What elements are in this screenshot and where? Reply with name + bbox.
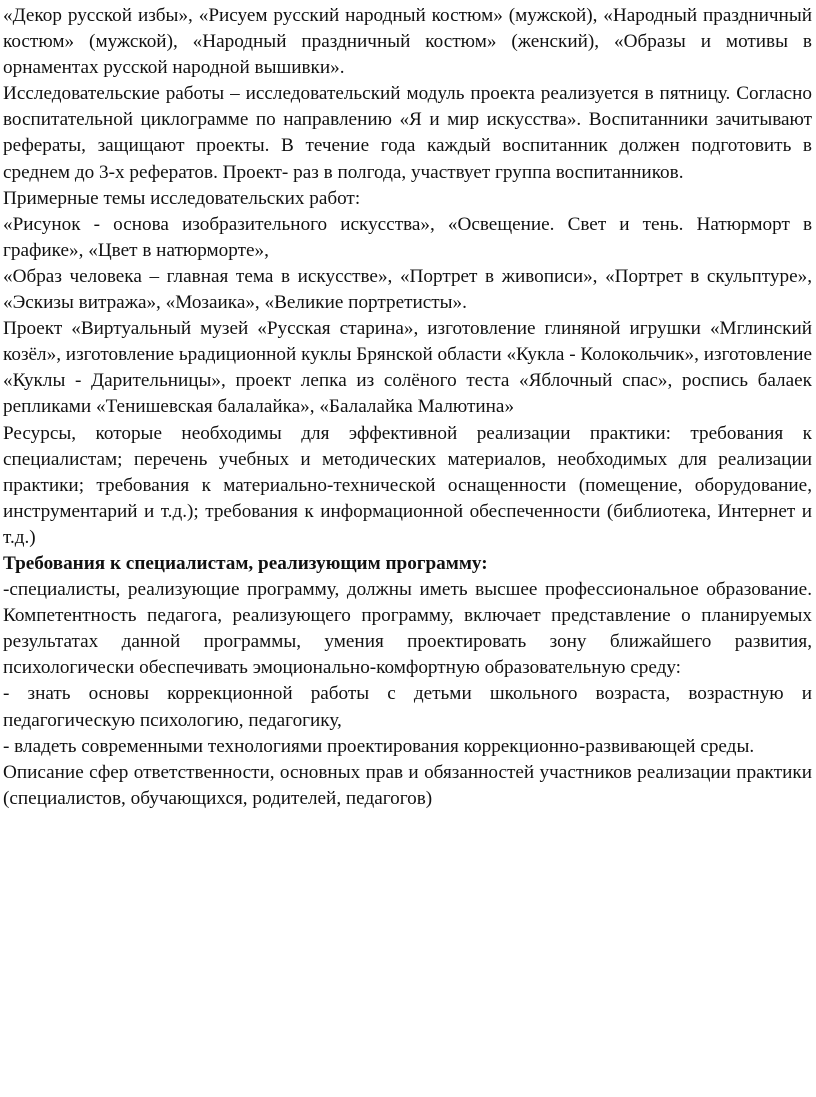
paragraph-drawing-topics: «Рисунок - основа изобразительного искусства», «Освещение. Свет и тень. Натюрморт в графике», «Цвет в натюрморте», bbox=[3, 213, 812, 261]
paragraph-research-works: Исследовательские работы – исследовательский модуль проекта реализуется в пятницу. Согласно воспитательной циклограмме по направлению «Я и мир искусства». Воспитанники зачитывают рефераты, защищают проекты. В течение года каждый воспитанник должен подготовить в среднем до 3-х рефератов. Проект- раз в полгода, участвует группа воспитанников. bbox=[3, 83, 812, 183]
paragraph-research-topics-intro: Примерные темы исследовательских работ: bbox=[3, 187, 361, 209]
paragraph-know-basics: - знать основы коррекционной работы с детьми школьного возраста, возрастную и педагогическую психологию, педагогику, bbox=[3, 683, 812, 731]
paragraph-responsibilities: Описание сфер ответственности, основных прав и обязанностей участников реализации практики (специалистов, обучающихся, родителей, педагогов) bbox=[3, 761, 812, 809]
paragraph-decor-topics: «Декор русской избы», «Рисуем русский народный костюм» (мужской), «Народный праздничный костюм» (мужской), «Народный праздничный костюм» (женский), «Образы и мотивы в орнаментах русской народной вышивки». bbox=[3, 5, 812, 79]
section-heading-specialist-requirements: Требования к специалистам, реализующим программу: bbox=[3, 552, 488, 574]
paragraph-portrait-topics: «Образ человека – главная тема в искусстве», «Портрет в живописи», «Портрет в скульптуре», «Эскизы витража», «Мозаика», «Великие портретисты». bbox=[3, 265, 812, 314]
paragraph-museum-project: Проект «Виртуальный музей «Русская старина», изготовление глиняной игрушки «Мглинский козёл», изготовление ьрадиционной куклы Брянской области «Кукла - Колокольчик», изготовление «Куклы - Дарительницы», проект лепка из солёного теста «Яблочный спас», роспись балаек репликами «Тенишевская балалайка», «Балалайка Малютина» bbox=[3, 318, 812, 418]
paragraph-specialists-education: -специалисты, реализующие программу, должны иметь высшее профессиональное образование. Компетентность педагога, реализующего программу, включает представление о планируемых результатах данной программы, умения проектировать зону ближайшего развития, психологически обеспечивать эмоционально-комфортную образовательную среду: bbox=[3, 579, 812, 679]
paragraph-master-technologies: - владеть современными технологиями проектирования коррекционно-развивающей среды. bbox=[3, 735, 755, 757]
paragraph-resources: Ресурсы, которые необходимы для эффективной реализации практики: требования к специалистам; перечень учебных и методических материалов, необходимых для реализации практики; требования к материально-технической оснащенности (помещение, оборудование, инструментарий и т.д.); требования к информационной обеспеченности (библиотека, Интернет и т.д.) bbox=[3, 422, 812, 548]
